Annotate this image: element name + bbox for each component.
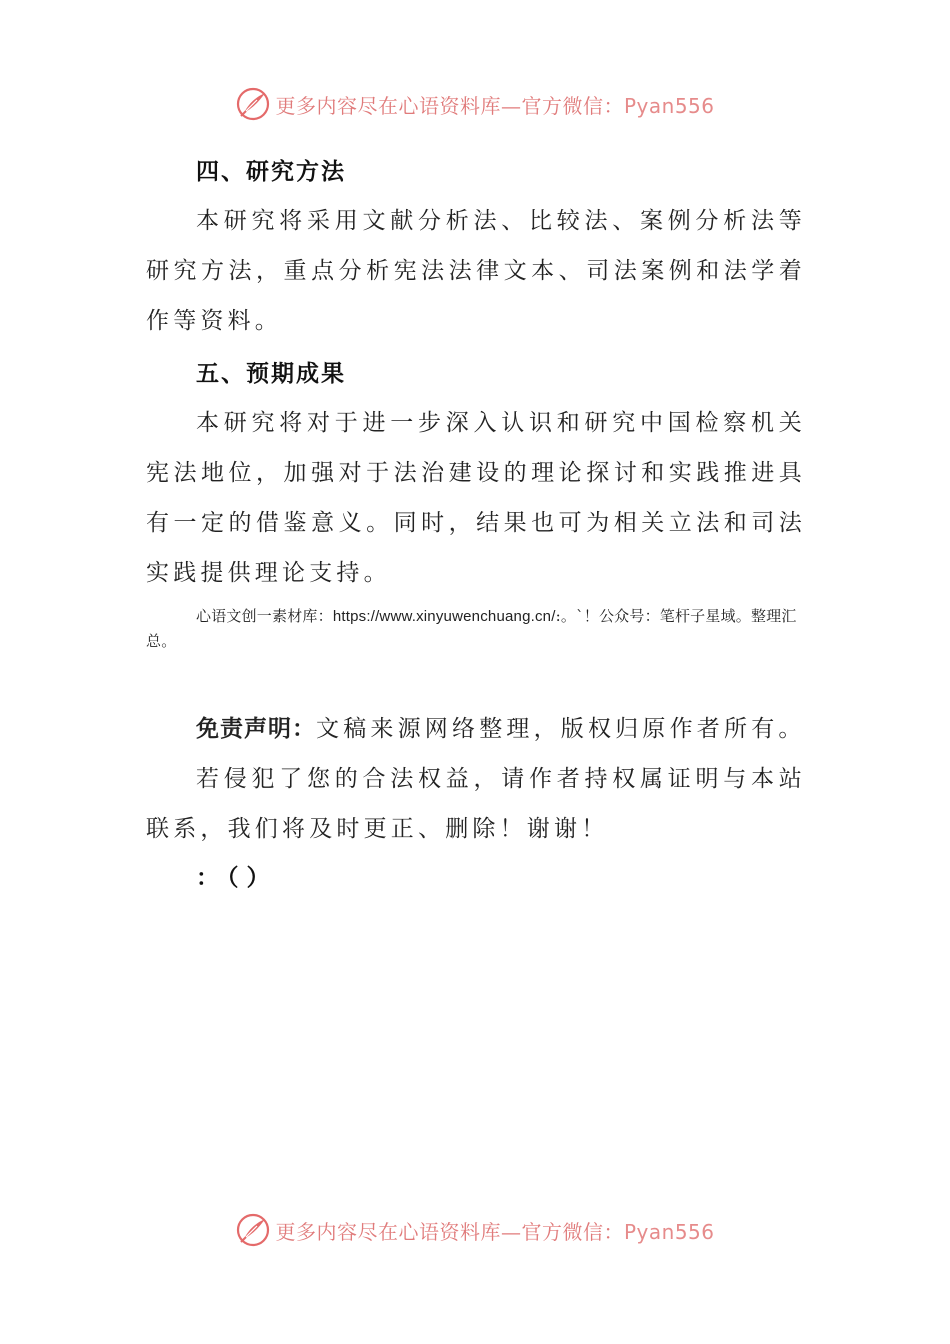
disclaimer-paragraph: 免责声明：文稿来源网络整理，版权归原作者所有。	[196, 716, 806, 742]
paragraph-research-methods: 本研究将采用文献分析法、比较法、案例分析法等研究方法，重点分析宪法法律文本、司法案例和法学着作等资料。	[146, 208, 806, 334]
document-body	[146, 150, 806, 900]
wechat-id: Pyan556	[623, 93, 715, 118]
wechat-id: Pyan556	[623, 1219, 715, 1244]
disclaimer-tail: ：（）	[196, 865, 278, 891]
footer-banner	[0, 1208, 950, 1252]
header-banner	[0, 82, 950, 126]
section-heading-expected-results: 五、预期成果	[196, 361, 346, 387]
disclaimer-contact-paragraph: 若侵犯了您的合法权益，请作者持权属证明与本站联系，我们将及时更正、删除！谢谢！	[146, 766, 806, 842]
banner-text: 更多内容尽在心语资料库—官方微信：Pyan556	[275, 1219, 715, 1244]
feather-pen-logo-icon	[235, 86, 271, 122]
banner-text: 更多内容尽在心语资料库—官方微信：Pyan556	[275, 93, 715, 118]
disclaimer-label: 免责声明：	[196, 716, 316, 742]
feather-pen-logo-icon	[235, 1212, 271, 1248]
section-heading-research-methods: 四、研究方法	[196, 159, 346, 185]
source-url[interactable]: https://www.xinyuwenchuang.cn/	[332, 608, 556, 625]
source-note: 心语文创一素材库：https://www.xinyuwenchuang.cn/:。`！公众号：笔杆子星域。整理汇总。	[146, 607, 797, 650]
paragraph-expected-results: 本研究将对于进一步深入认识和研究中国检察机关宪法地位，加强对于法治建设的理论探讨和实践推进具有一定的借鉴意义。同时，结果也可为相关立法和司法实践提供理论支持。	[146, 410, 806, 586]
